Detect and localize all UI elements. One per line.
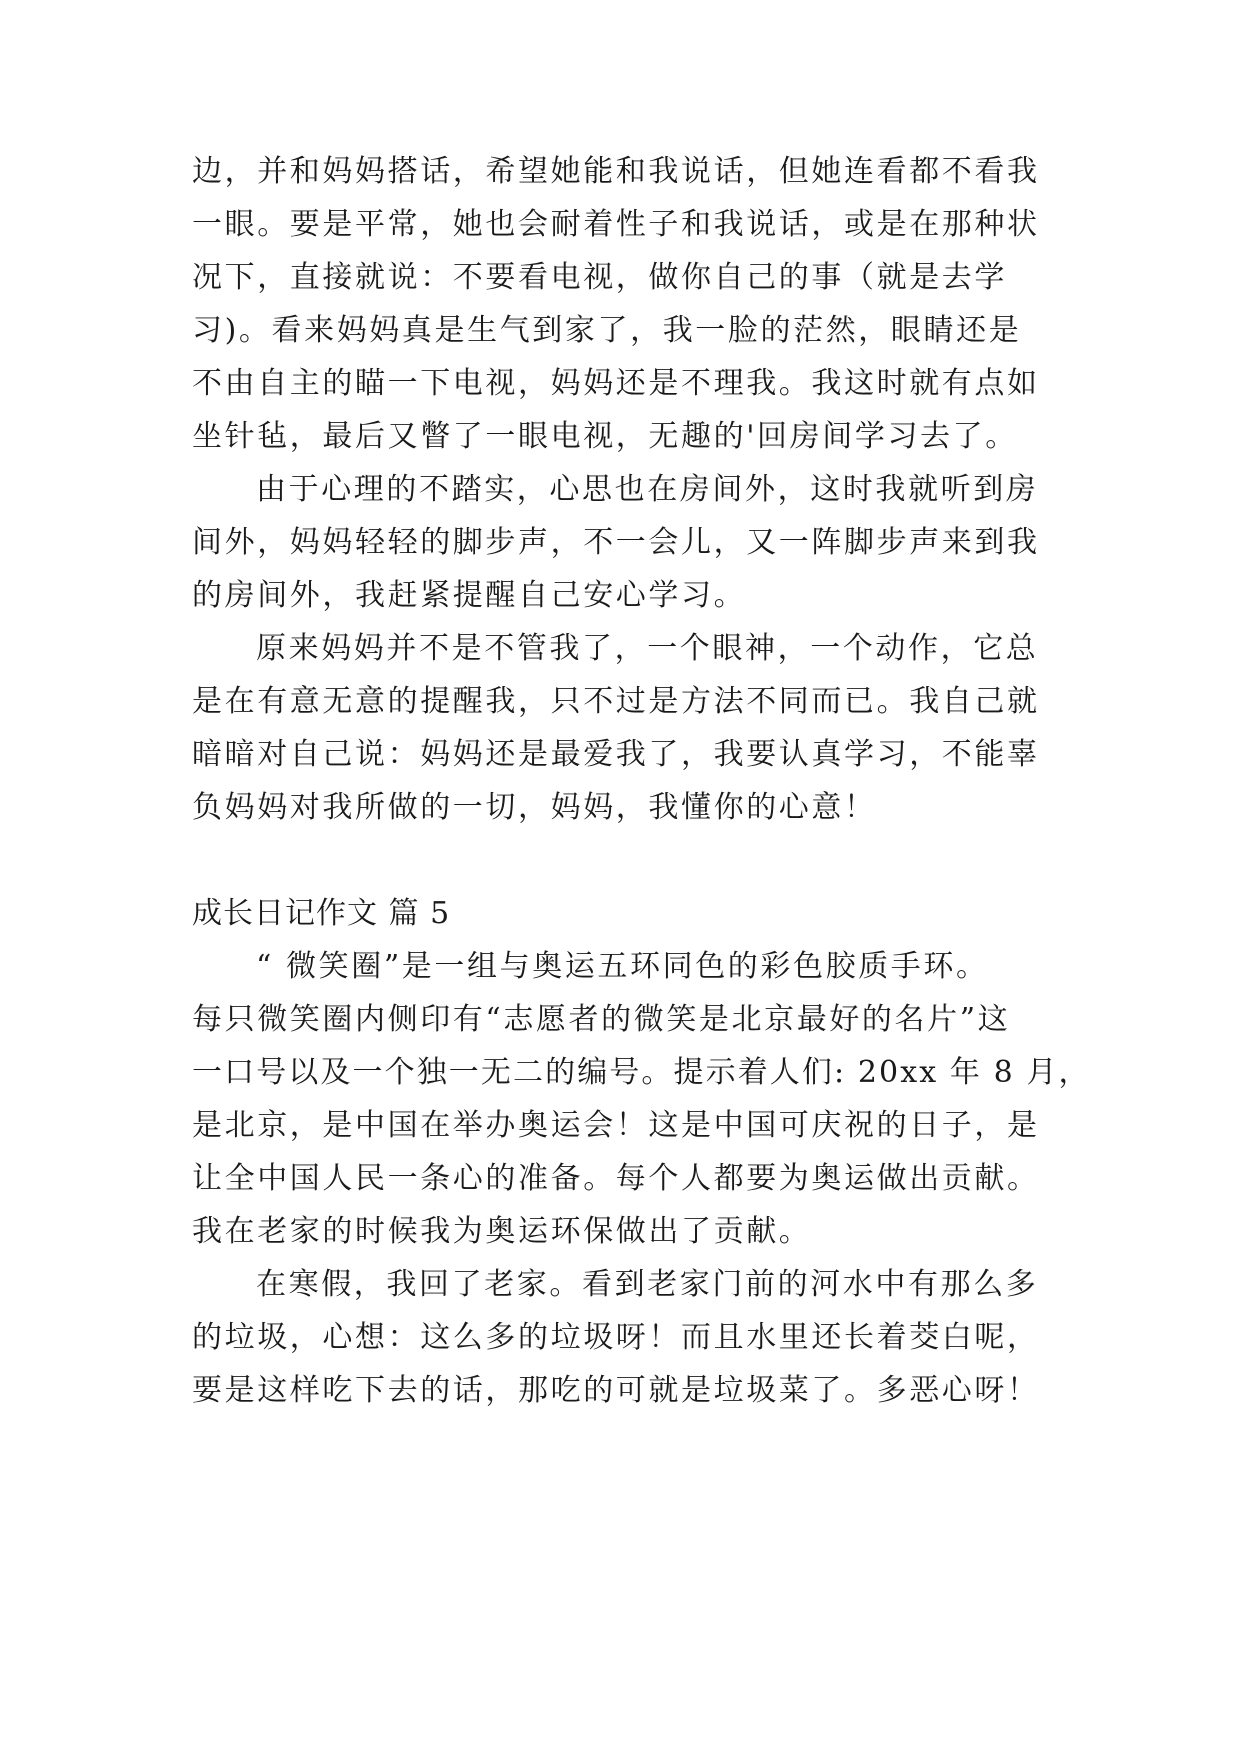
- paragraph-line: 负妈妈对我所做的一切，妈妈，我懂你的心意！: [192, 790, 877, 825]
- paragraph-line: 一口号以及一个独一无二的编号。提示着人们: 20xx 年 8 月，: [192, 1055, 1091, 1090]
- paragraph-line: 况下，直接就说：不要看电视，做你自己的事（就是去学: [192, 260, 1007, 295]
- paragraph-line: 我在老家的时候我为奥运环保做出了贡献。: [192, 1214, 812, 1249]
- paragraph-line: 的房间外，我赶紧提醒自己安心学习。: [192, 578, 747, 613]
- paragraph-line: 在寒假，我回了老家。看到老家门前的河水中有那么多: [256, 1267, 1039, 1302]
- paragraph-line: 要是这样吃下去的话，那吃的可就是垃圾菜了。多恶心呀！: [192, 1373, 1040, 1408]
- paragraph-line: 不由自主的瞄一下电视，妈妈还是不理我。我这时就有点如: [192, 366, 1040, 401]
- paragraph-line: 一眼。要是平常，她也会耐着性子和我说话，或是在那种状: [192, 207, 1040, 242]
- paragraph-line: 是北京，是中国在举办奥运会！这是中国可庆祝的日子，是: [192, 1108, 1040, 1143]
- paragraph-line: 坐针毡，最后又瞥了一眼电视，无趣的'回房间学习去了。: [192, 419, 1018, 454]
- paragraph-line: 原来妈妈并不是不管我了，一个眼神，一个动作，它总: [256, 631, 1039, 666]
- paragraph-line: 边，并和妈妈搭话，希望她能和我说话，但她连看都不看我: [192, 154, 1040, 189]
- paragraph-line: 习)。看来妈妈真是生气到家了，我一脸的茫然，眼睛还是: [192, 313, 1022, 348]
- paragraph-line: 的垃圾，心想：这么多的垃圾呀！而且水里还长着茭白呢，: [192, 1320, 1040, 1355]
- paragraph-line: 让全中国人民一条心的准备。每个人都要为奥运做出贡献。: [192, 1161, 1040, 1196]
- paragraph-line: 每只微笑圈内侧印有“志愿者的微笑是北京最好的名片”这: [192, 1002, 1011, 1037]
- paragraph-line: “ 微笑圈”是一组与奥运五环同色的彩色胶质手环。: [256, 949, 989, 984]
- section-heading: 成长日记作文 篇 5: [192, 896, 451, 931]
- paragraph-line: 是在有意无意的提醒我，只不过是方法不同而已。我自己就: [192, 684, 1040, 719]
- paragraph-line: 间外，妈妈轻轻的脚步声，不一会儿，又一阵脚步声来到我: [192, 525, 1040, 560]
- paragraph-line: 由于心理的不踏实，心思也在房间外，这时我就听到房: [256, 472, 1039, 507]
- paragraph-line: 暗暗对自己说：妈妈还是最爱我了，我要认真学习，不能辜: [192, 737, 1040, 772]
